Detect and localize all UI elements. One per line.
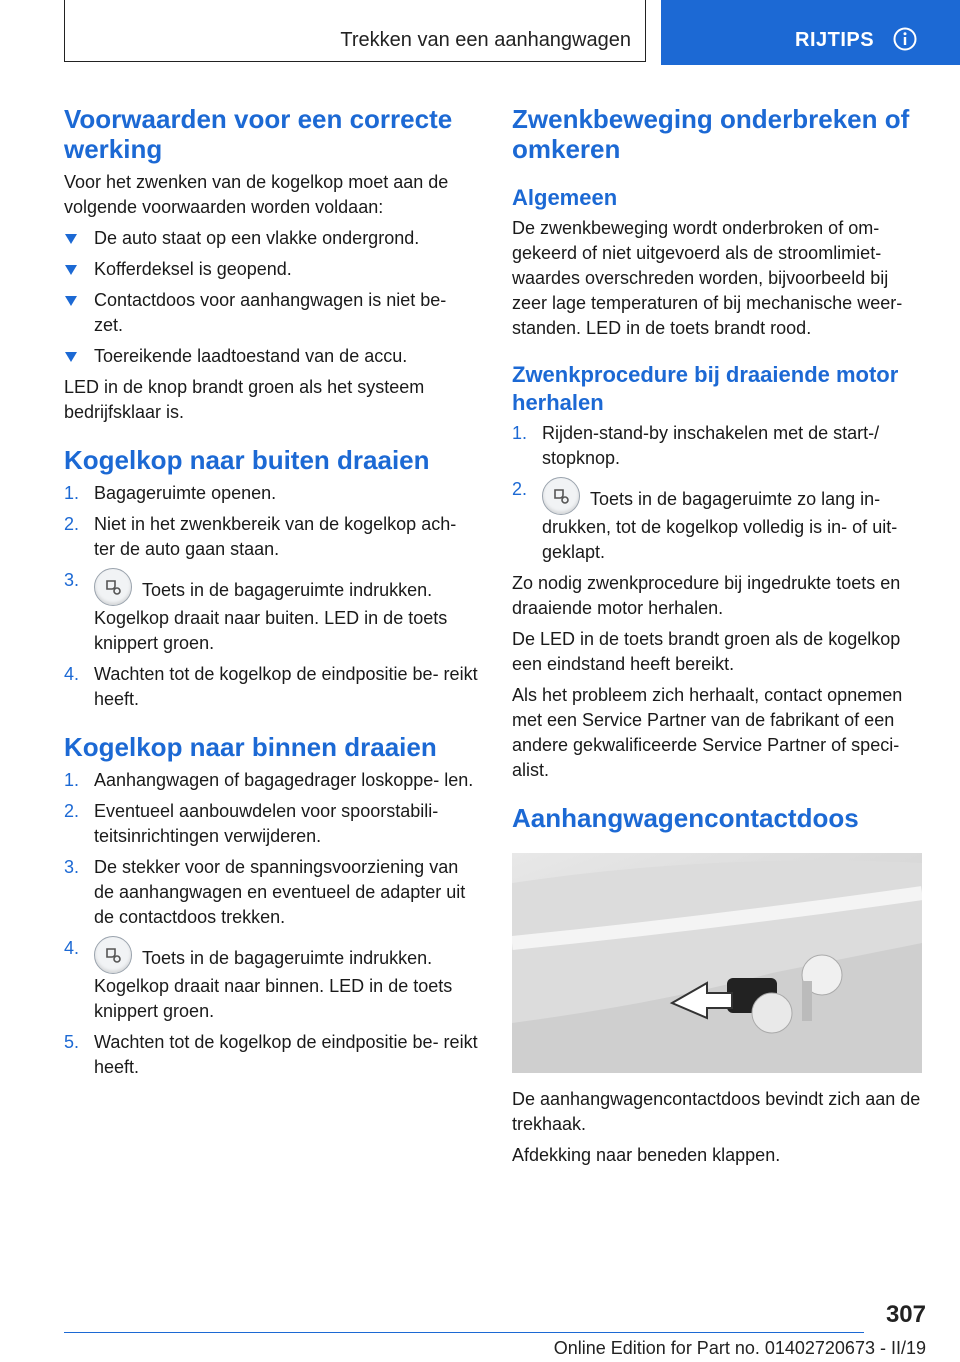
heading-repeat: Zwenkprocedure bij draaiende motor herhalen xyxy=(512,362,899,415)
list-item: Contactdoos voor aanhangwagen is niet be- zet. xyxy=(64,288,478,338)
trailer-hitch-illustration xyxy=(512,853,922,1073)
heading-socket: Aanhangwagencontactdoos xyxy=(512,803,859,833)
left-column xyxy=(64,104,478,1086)
heading-interrupt: Zwenkbeweging onderbreken of omkeren xyxy=(512,104,910,164)
footer-divider xyxy=(64,1332,864,1333)
list-item: 2. Niet in het zwenkbereik van de kogelkop ach- ter de auto gaan staan. xyxy=(64,514,457,559)
trailer-hitch-button-icon xyxy=(542,477,580,515)
bullet-triangle-icon xyxy=(65,265,77,275)
list-item: 1. Rijden-stand-by inschakelen met de start-/ stopknop. xyxy=(512,423,880,468)
list-item: 2. Eventueel aanbouwdelen voor spoorstabili- teitsinrichtingen verwijderen. xyxy=(64,801,439,846)
list-item: 5. Wachten tot de kogelkop de eindpositie be- reikt heeft. xyxy=(64,1032,478,1077)
right-column xyxy=(512,104,928,1174)
list-item: 4. Toets in de bagageruimte indrukken. Kogelkop draait naar binnen. LED in de toets knippert groen. xyxy=(64,936,478,1024)
step-result: Kogelkop draait naar binnen. LED in de toets knippert groen. xyxy=(94,976,453,1021)
socket-instruction-text: Afdekking naar beneden klappen. xyxy=(512,1145,781,1165)
step-result: Kogelkop draait naar buiten. LED in de toets knippert groen. xyxy=(94,608,448,653)
list-item: 1. Bagageruimte openen. xyxy=(64,483,277,503)
heading-general: Algemeen xyxy=(512,185,618,210)
paragraph: Zo nodig zwenkprocedure bij ingedrukte toets en draaiende motor herhalen. xyxy=(512,573,901,618)
section-title: Trekken van een aanhangwagen xyxy=(340,29,631,51)
info-icon[interactable] xyxy=(893,27,917,51)
paragraph: Als het probleem zich herhaalt, contact opnemen met een Service Partner van de fabrikant of een andere gekwalificeerde Service Partner of speci- alist. xyxy=(512,685,903,780)
general-text: De zwenkbeweging wordt onderbroken of om- gekeerd of niet uitgevoerd als de stroomlimiet- waardes overschreden worden, bijvoorbeeld bij zeer lage temperaturen of bij mechanische weer- standen. LED in de toets brandt rood. xyxy=(512,218,903,338)
conditions-list xyxy=(64,226,478,369)
trailer-hitch-button-icon xyxy=(94,568,132,606)
list-item: Kofferdeksel is geopend. xyxy=(64,257,478,282)
paragraph: De LED in de toets brandt groen als de kogelkop een eindstand heeft bereikt. xyxy=(512,629,901,674)
repeat-steps xyxy=(512,421,928,565)
out-steps xyxy=(64,481,478,712)
bullet-triangle-icon xyxy=(65,296,77,306)
conditions-intro: Voor het zwenken van de kogelkop moet aan de volgende voorwaarden worden voldaan: xyxy=(64,172,449,217)
tab-rijtips[interactable] xyxy=(661,0,960,65)
socket-location-text: De aanhangwagencontactdoos bevindt zich aan de trekhaak. xyxy=(512,1089,921,1134)
page-header xyxy=(64,0,960,64)
tab-rijtips-label: RIJTIPS xyxy=(795,29,875,51)
trailer-socket-photo xyxy=(512,853,922,1073)
bullet-triangle-icon xyxy=(65,234,77,244)
conditions-after: LED in de knop brandt groen als het systeem bedrijfsklaar is. xyxy=(64,377,425,422)
heading-in: Kogelkop naar binnen draaien xyxy=(64,732,437,762)
list-item: 3. Toets in de bagageruimte indrukken. Kogelkop draait naar buiten. LED in de toets knippert groen. xyxy=(64,568,478,656)
list-item: 2. Toets in de bagageruimte zo lang in- drukken, tot de kogelkop volledig is in- of uit- geklapt. xyxy=(512,479,898,562)
section-title-box xyxy=(64,0,646,62)
in-steps xyxy=(64,768,478,1080)
bullet-triangle-icon xyxy=(65,352,77,362)
list-item: De auto staat op een vlakke ondergrond. xyxy=(64,226,478,251)
heading-conditions: Voorwaarden voor een correcte werking xyxy=(64,104,453,164)
edition-info: Online Edition for Part no. 01402720673 - II/19 xyxy=(553,1338,926,1358)
list-item: 1. Aanhangwagen of bagagedrager loskoppe- len. xyxy=(64,770,474,790)
list-item: Toereikende laadtoestand van de accu. xyxy=(64,344,478,369)
list-item: 4. Wachten tot de kogelkop de eindpositie be- reikt heeft. xyxy=(64,664,478,709)
page-number: 307 xyxy=(885,1301,926,1328)
list-item: 3. De stekker voor de spanningsvoorziening van de aanhangwagen en eventueel de adapter uit de contactdoos trekken. xyxy=(64,857,466,927)
heading-out: Kogelkop naar buiten draaien xyxy=(64,445,430,475)
trailer-hitch-button-icon xyxy=(94,936,132,974)
